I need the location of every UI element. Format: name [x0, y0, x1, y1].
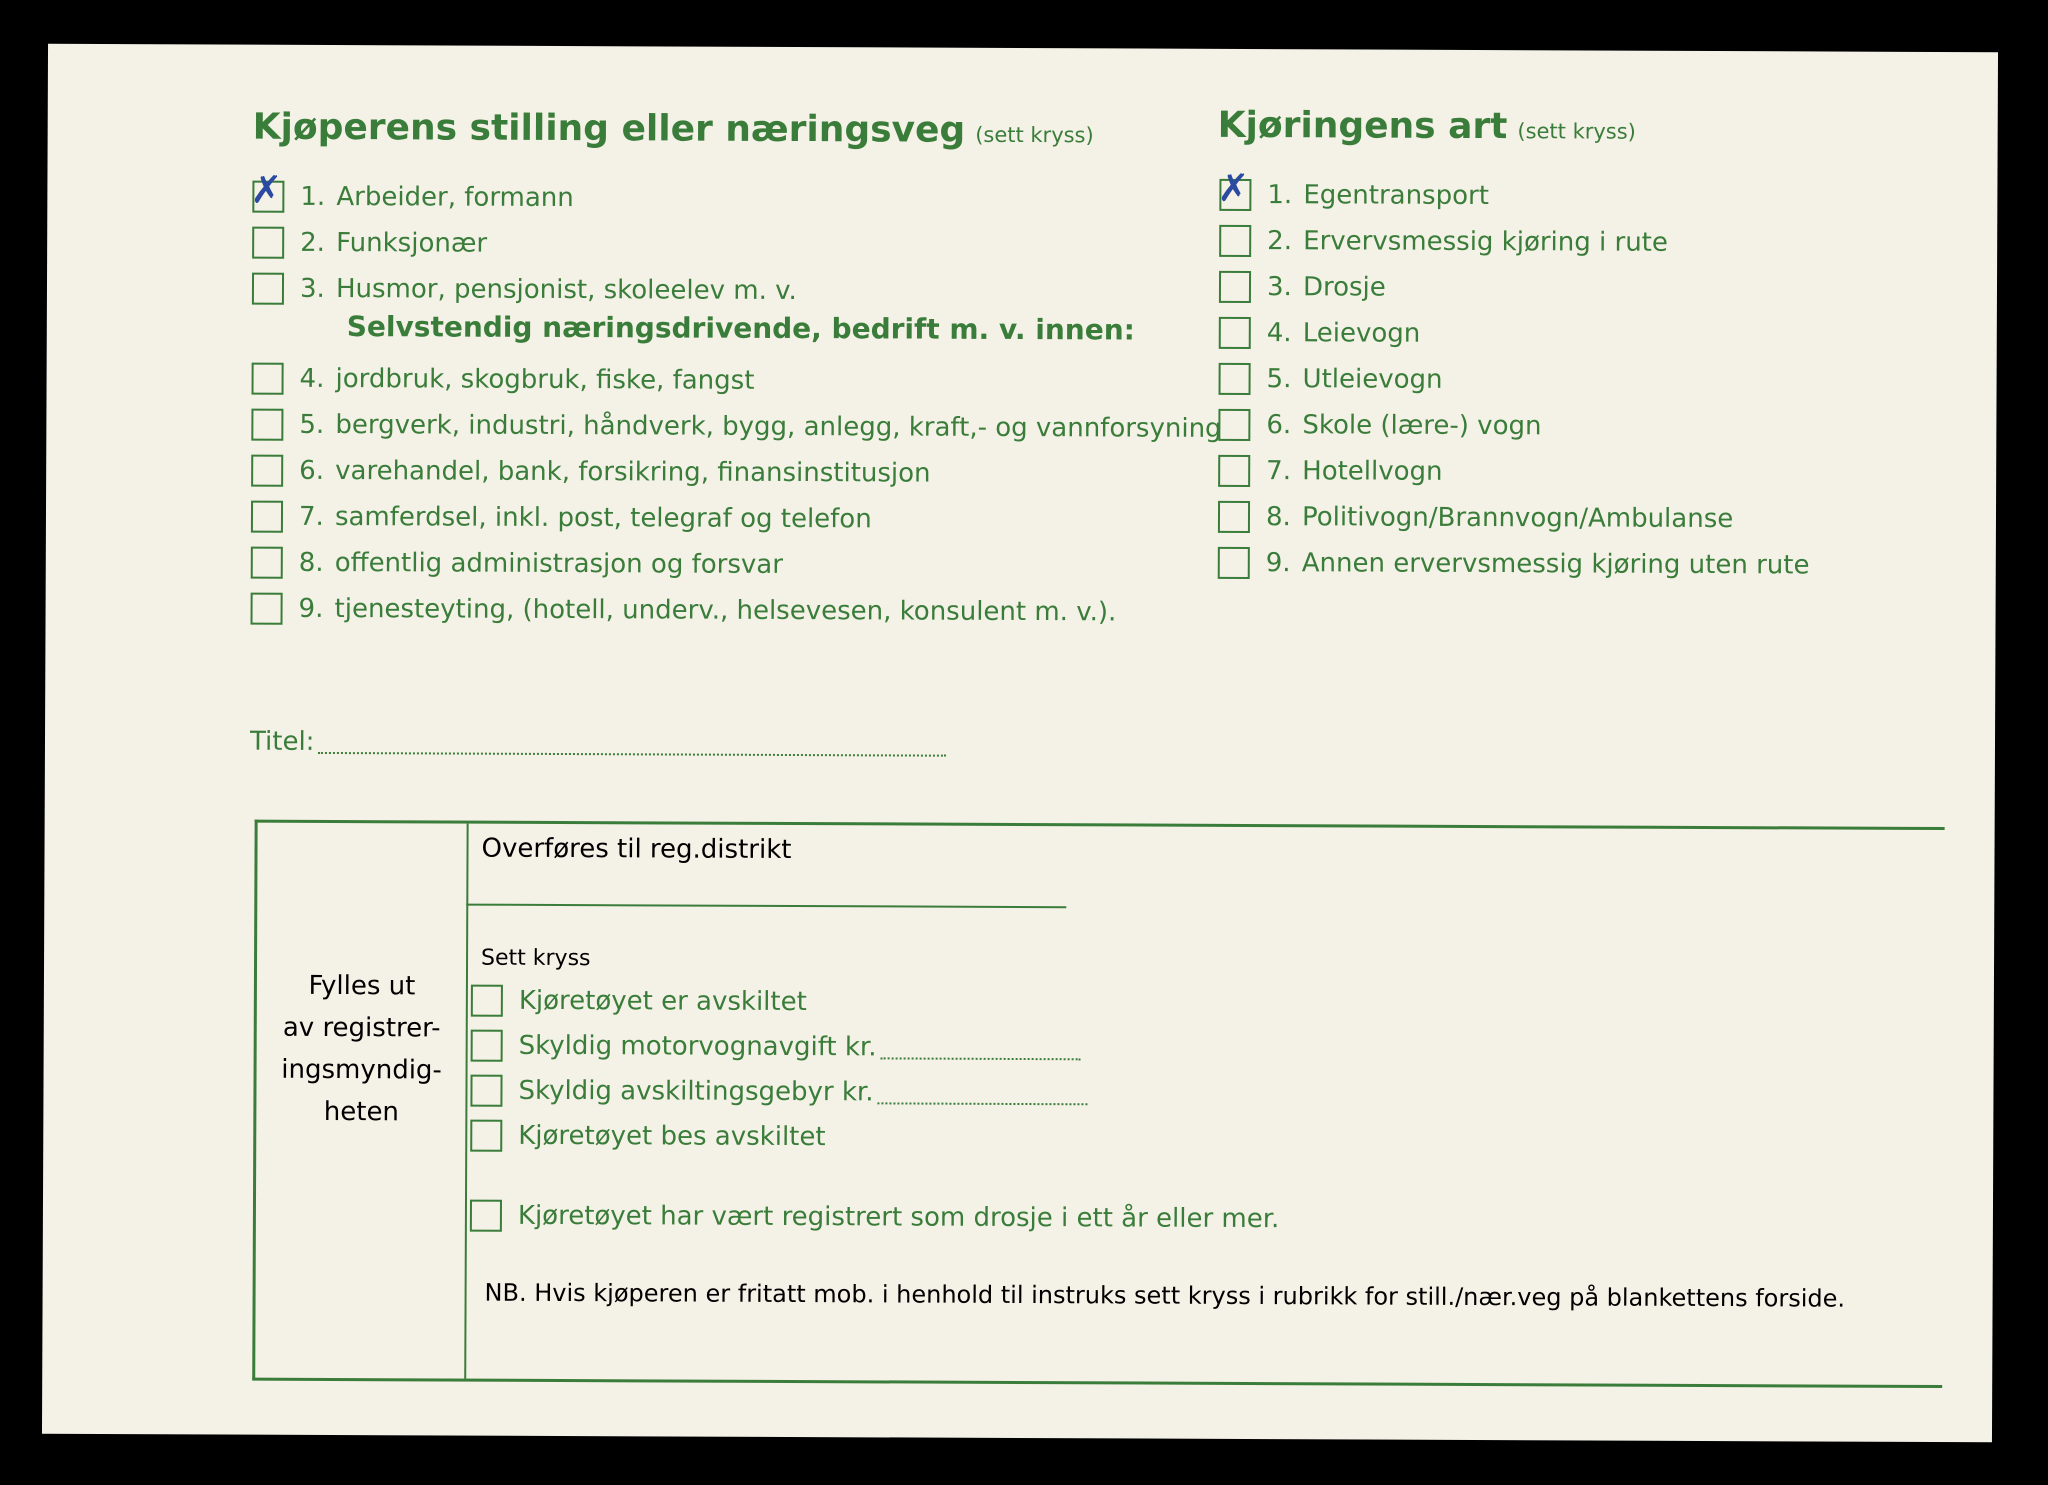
- right-checkbox-5[interactable]: [1219, 363, 1251, 395]
- amount-dotted-line[interactable]: [877, 1080, 1087, 1105]
- left-top-option-label: Husmor, pensjonist, skoleelev m. v.: [335, 274, 797, 307]
- right-option-5[interactable]: [1219, 359, 1443, 400]
- right-option-label: Politivogn/Brannvogn/Ambulanse: [1301, 502, 1734, 535]
- side-label-line: ingsmyndig-: [281, 1054, 442, 1086]
- titel-dotted-line: [318, 730, 946, 757]
- left-bottom-option-label: jordbruk, skogbruk, fiske, fangst: [335, 364, 755, 396]
- authority-option-4[interactable]: [470, 1116, 825, 1158]
- authority-option-2[interactable]: [471, 1026, 1081, 1069]
- box-divider: [464, 824, 468, 1379]
- left-bottom-option-number: 5.: [299, 409, 325, 440]
- right-option-number: 1.: [1267, 180, 1293, 211]
- right-checkbox-2[interactable]: [1219, 225, 1251, 257]
- left-top-option-3[interactable]: [252, 269, 797, 311]
- right-option-3[interactable]: [1219, 267, 1386, 308]
- left-top-option-label: Arbeider, formann: [336, 182, 574, 214]
- left-top-checkbox-3[interactable]: [252, 273, 284, 305]
- right-option-4[interactable]: [1219, 313, 1421, 354]
- authority-checkbox-1[interactable]: [471, 985, 503, 1017]
- left-bottom-option-label: samferdsel, inkl. post, telegraf og telefon: [334, 502, 872, 535]
- left-bottom-checkbox-2[interactable]: [251, 409, 283, 441]
- check-mark-icon: ✗: [1217, 165, 1250, 210]
- left-bottom-option-label: offentlig administrasjon og forsvar: [334, 548, 784, 580]
- authority-checkbox-3[interactable]: [470, 1075, 502, 1107]
- drosje-check-label: Kjøretøyet har vært registrert som drosje i ett år eller mer.: [517, 1200, 1280, 1235]
- right-option-9[interactable]: [1218, 543, 1810, 586]
- check-mark-icon: ✗: [250, 167, 283, 212]
- left-top-option-label: Funksjonær: [336, 228, 488, 259]
- right-option-label: Egentransport: [1303, 180, 1490, 212]
- authority-option-3[interactable]: [470, 1071, 1087, 1114]
- authority-checkbox-2[interactable]: [471, 1030, 503, 1062]
- left-top-checkbox-1[interactable]: [250, 167, 284, 213]
- left-bottom-option-6[interactable]: [250, 589, 1116, 633]
- authority-option-label: Kjøretøyet er avskiltet: [518, 985, 807, 1018]
- left-subheading: Selvstendig næringsdrivende, bedrift m. v. innen:: [346, 310, 1135, 347]
- left-top-option-number: 1.: [300, 181, 326, 212]
- titel-field[interactable]: [250, 722, 947, 765]
- authority-option-label: Skyldig motorvognavgift kr.: [518, 1030, 877, 1063]
- left-bottom-option-4[interactable]: [251, 497, 872, 540]
- right-option-number: 5.: [1266, 364, 1292, 395]
- left-top-option-2[interactable]: [252, 223, 487, 264]
- right-heading: Kjøringens art (sett kryss): [1217, 104, 1636, 148]
- left-bottom-checkbox-4[interactable]: [251, 501, 283, 533]
- right-option-number: 7.: [1266, 456, 1292, 487]
- left-bottom-option-3[interactable]: [251, 451, 931, 494]
- side-label-line: Fylles ut: [308, 970, 416, 1002]
- right-option-number: 4.: [1266, 318, 1292, 349]
- side-label-line: heten: [323, 1096, 400, 1128]
- left-bottom-option-number: 9.: [298, 593, 324, 624]
- left-top-checkbox-2[interactable]: [252, 227, 284, 259]
- right-option-2[interactable]: [1219, 221, 1668, 263]
- authority-checkbox-4[interactable]: [470, 1120, 502, 1152]
- left-bottom-option-label: varehandel, bank, forsikring, finansinstitusjon: [335, 456, 931, 489]
- sett-kryss-label: Sett kryss: [481, 945, 591, 972]
- left-bottom-option-5[interactable]: [251, 543, 783, 585]
- right-checkbox-4[interactable]: [1219, 317, 1251, 349]
- right-option-1[interactable]: [1217, 165, 1490, 216]
- right-option-8[interactable]: [1218, 497, 1733, 539]
- box-bottom-rule: [252, 1378, 1942, 1388]
- left-bottom-checkbox-6[interactable]: [251, 593, 283, 625]
- right-option-6[interactable]: [1218, 405, 1541, 446]
- left-bottom-option-number: 7.: [298, 501, 324, 532]
- box-top-rule: [255, 820, 1945, 830]
- left-bottom-option-2[interactable]: [251, 405, 1221, 449]
- right-option-label: Leievogn: [1302, 318, 1421, 349]
- authority-option-1[interactable]: [471, 981, 807, 1022]
- nb-note: NB. Hvis kjøperen er fritatt mob. i henhold til instruks sett kryss i rubrikk for still./nær.veg på blankettens forside.: [484, 1278, 1846, 1313]
- left-top-option-1[interactable]: [250, 167, 574, 218]
- transfer-rule: [466, 904, 1066, 909]
- right-checkbox-1[interactable]: [1217, 165, 1251, 211]
- authority-option-label: Skyldig avskiltingsgebyr kr.: [518, 1075, 874, 1108]
- right-checkbox-9[interactable]: [1218, 547, 1250, 579]
- right-checkbox-7[interactable]: [1218, 455, 1250, 487]
- right-option-label: Annen ervervsmessig kjøring uten rute: [1301, 548, 1810, 581]
- side-label-line: av registrer-: [282, 1012, 441, 1044]
- left-bottom-option-number: 4.: [299, 363, 325, 394]
- right-checkbox-3[interactable]: [1219, 271, 1251, 303]
- right-option-label: Drosje: [1302, 272, 1386, 303]
- right-option-number: 2.: [1267, 226, 1293, 257]
- left-bottom-option-label: tjenesteyting, (hotell, underv., helsevesen, konsulent m. v.).: [334, 594, 1117, 628]
- right-option-label: Ervervsmessig kjøring i rute: [1303, 226, 1668, 258]
- right-checkbox-8[interactable]: [1218, 501, 1250, 533]
- amount-dotted-line[interactable]: [880, 1035, 1080, 1060]
- drosje-check-row[interactable]: [470, 1196, 1280, 1240]
- left-bottom-option-1[interactable]: [251, 359, 754, 401]
- left-bottom-checkbox-1[interactable]: [252, 363, 284, 395]
- titel-label: Titel:: [249, 726, 315, 757]
- left-heading: Kjøperens stilling eller næringsveg (sett kryss): [252, 106, 1094, 151]
- right-option-label: Utleievogn: [1302, 364, 1443, 395]
- form-paper: [42, 44, 1998, 1442]
- right-option-7[interactable]: [1218, 451, 1443, 492]
- box-left-rule: [252, 820, 257, 1380]
- left-bottom-checkbox-5[interactable]: [251, 547, 283, 579]
- left-bottom-option-number: 6.: [299, 455, 325, 486]
- authority-option-label: Kjøretøyet bes avskiltet: [518, 1120, 826, 1153]
- authority-side-label: [261, 965, 462, 1134]
- drosje-checkbox[interactable]: [470, 1200, 502, 1232]
- right-option-number: 9.: [1265, 548, 1291, 579]
- right-option-number: 3.: [1266, 272, 1292, 303]
- right-option-label: Hotellvogn: [1302, 456, 1443, 487]
- right-option-label: Skole (lære-) vogn: [1302, 410, 1542, 442]
- transfer-label: Overføres til reg.distrikt: [481, 833, 792, 866]
- left-bottom-option-label: bergverk, industri, håndverk, bygg, anlegg, kraft,- og vannforsyning: [335, 410, 1222, 444]
- left-bottom-option-number: 8.: [298, 547, 324, 578]
- left-top-option-number: 3.: [299, 273, 325, 304]
- right-checkbox-6[interactable]: [1218, 409, 1250, 441]
- right-option-number: 8.: [1265, 502, 1291, 533]
- left-bottom-checkbox-3[interactable]: [251, 455, 283, 487]
- right-option-number: 6.: [1266, 410, 1292, 441]
- left-top-option-number: 2.: [300, 227, 326, 258]
